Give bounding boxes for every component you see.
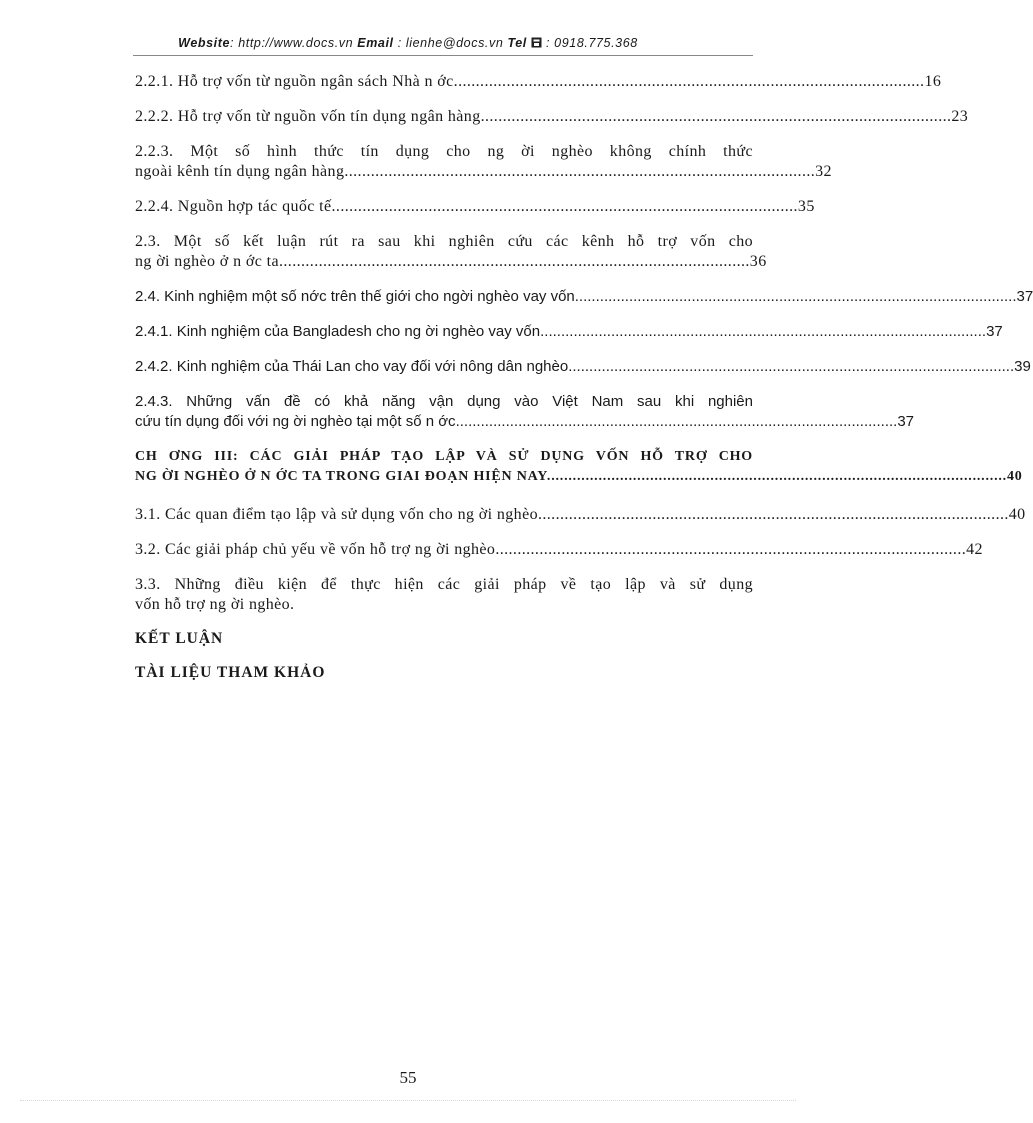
toc-page-number: 35 bbox=[797, 198, 815, 215]
table-of-contents bbox=[135, 72, 1033, 698]
toc-entry-title: 3.2. Các giải pháp chủ yếu về vốn hỗ trợ ng ời nghèo. bbox=[135, 541, 500, 558]
toc-entry-title-line1: 2.2.3. Một số hình thức tín dụng cho ng ời nghèo không chính thức bbox=[135, 143, 753, 160]
toc-entry-2-2-4 bbox=[135, 197, 815, 217]
dot-leader: .......................................................................................................... bbox=[458, 73, 925, 90]
email-label: Email bbox=[357, 36, 394, 50]
toc-entry-title-line2: cứu tín dụng đối với ng ời nghèo tại một số n ớc bbox=[135, 413, 456, 430]
toc-entry-title-line2: vốn hỗ trợ ng ời nghèo. bbox=[135, 596, 295, 613]
dot-leader: .......................................................................................................... bbox=[542, 506, 1009, 523]
toc-entry-2-4-2 bbox=[135, 357, 1031, 377]
toc-entry-title: 2.2.2. Hỗ trợ vốn từ nguồn vốn tín dụng ngân hàng. bbox=[135, 108, 485, 125]
toc-entry-title-line1: CH ƠNG III: CÁC GIẢI PHÁP TẠO LẬP VÀ SỬ DỤNG VỐN HỖ TRỢ CHO bbox=[135, 449, 753, 464]
page-header bbox=[0, 36, 816, 50]
toc-entry-title: 3.1. Các quan điểm tạo lập và sử dụng vốn cho ng ời nghèo. bbox=[135, 506, 543, 523]
toc-page-number: 23 bbox=[951, 108, 969, 125]
toc-page-number: 40 bbox=[1007, 469, 1023, 484]
dot-leader: .......................................................................................................... bbox=[348, 163, 816, 180]
toc-page-number: 40 bbox=[1008, 506, 1026, 523]
phone-icon bbox=[531, 36, 546, 50]
dot-leader: .......................................................................................................... bbox=[283, 253, 750, 270]
toc-entry-2-2-1 bbox=[135, 72, 942, 92]
tel-value: : 0918.775.368 bbox=[546, 36, 638, 50]
toc-page-number: 16 bbox=[924, 73, 942, 90]
website-value: : http://www.docs.vn bbox=[230, 36, 358, 50]
toc-page-number: 37 bbox=[986, 323, 1003, 340]
toc-page-number: 39 bbox=[1014, 358, 1031, 375]
toc-entry-2-2-3 bbox=[135, 142, 832, 182]
toc-entry-title: 2.2.4. Nguồn hợp tác quốc tế bbox=[135, 198, 332, 215]
dot-leader: .......................................................................................................... bbox=[544, 323, 987, 340]
toc-entry-title: 2.2.1. Hỗ trợ vốn từ nguồn ngân sách Nhà n ớc. bbox=[135, 73, 459, 90]
dot-leader: .......................................................................................................... bbox=[551, 469, 1007, 484]
toc-entry-chapter-3 bbox=[135, 447, 1023, 487]
toc-entry-2-4-3 bbox=[135, 392, 915, 432]
dot-leader: .......................................................................................................... bbox=[331, 198, 798, 215]
footer-divider bbox=[20, 1100, 796, 1101]
email-value: : lienhe@docs.vn bbox=[393, 36, 508, 50]
toc-entry-2-3 bbox=[135, 232, 767, 272]
dot-leader: .......................................................................................................... bbox=[572, 358, 1015, 375]
dot-leader: .......................................................................................................... bbox=[499, 541, 967, 558]
toc-page-number: 32 bbox=[815, 163, 832, 180]
website-label: Website bbox=[178, 36, 231, 50]
tel-label: Tel bbox=[507, 36, 527, 50]
toc-entry-3-2 bbox=[135, 540, 983, 560]
toc-entry-title-line2: ng ời nghèo ở n ớc ta. bbox=[135, 253, 284, 270]
toc-entry-2-2-2 bbox=[135, 107, 969, 127]
toc-entry-2-4 bbox=[135, 287, 1033, 307]
toc-entry-3-3 bbox=[135, 575, 753, 615]
dot-leader: .......................................................................................................... bbox=[485, 108, 952, 125]
toc-entry-title: 2.4.2. Kinh nghiệm của Thái Lan cho vay đối với nông dân nghèo. bbox=[135, 358, 573, 375]
toc-page-number: 36 bbox=[749, 253, 767, 270]
toc-page-number: 42 bbox=[966, 541, 983, 558]
toc-entry-title-line1: 2.3. Một số kết luận rút ra sau khi nghiên cứu các kênh hỗ trợ vốn cho bbox=[135, 233, 753, 250]
dot-leader: .......................................................................................................... bbox=[455, 413, 898, 430]
toc-entry-title-line2: NG ỜI NGHÈO Ở N ỚC TA TRONG GIAI ĐOẠN HIỆN NAY. bbox=[135, 469, 552, 484]
toc-entry-title-line1: 2.4.3. Những vấn đề có khả năng vận dụng vào Việt Nam sau khi nghiên bbox=[135, 393, 753, 410]
toc-entry-title: 2.4. Kinh nghiệm một số nớc trên thế giới cho ngời nghèo vay vốn bbox=[135, 288, 575, 305]
toc-entry-3-1 bbox=[135, 505, 1026, 525]
toc-conclusion: KẾT LUẬN bbox=[135, 630, 224, 647]
toc-page-number: 37 bbox=[1016, 288, 1033, 305]
toc-entry-2-4-1 bbox=[135, 322, 1003, 342]
toc-references: TÀI LIỆU THAM KHẢO bbox=[135, 664, 326, 681]
toc-entry-title-line1: 3.3. Những điều kiện để thực hiện các giải pháp về tạo lập và sử dụng bbox=[135, 576, 753, 593]
page-number: 55 bbox=[399, 1068, 417, 1087]
toc-entry-title: 2.4.1. Kinh nghiệm của Bangladesh cho ng ời nghèo vay vốn. bbox=[135, 323, 545, 340]
header-divider bbox=[133, 55, 753, 56]
toc-page-number: 37 bbox=[897, 413, 915, 430]
toc-entry-title-line2: ngoài kênh tín dụng ngân hàng. bbox=[135, 163, 349, 180]
dot-leader: .......................................................................................................... bbox=[574, 288, 1017, 305]
